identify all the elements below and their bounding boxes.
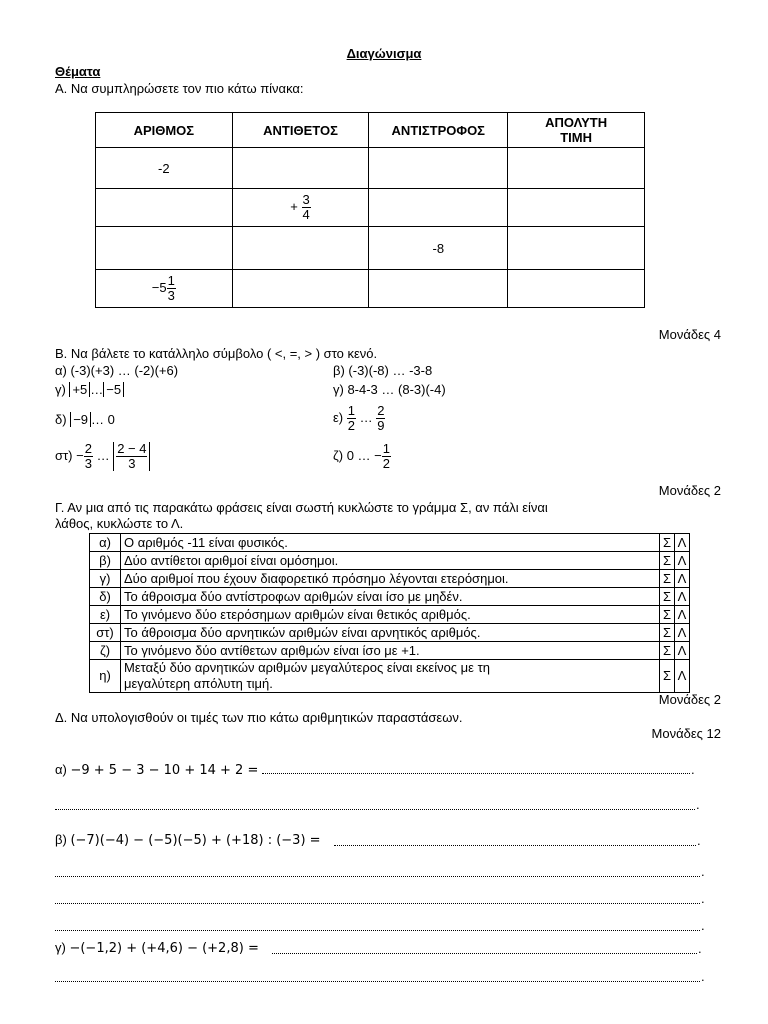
part-a-instruction: Α. Να συμπληρώσετε τον πιο κάτω πίνακα:	[55, 81, 304, 96]
header-reciprocal: ΑΝΤΙΣΤΡΟΦΟΣ	[369, 113, 508, 148]
true-option[interactable]: Σ	[660, 534, 675, 552]
part-c-table	[89, 533, 690, 693]
part-b-item-z: ζ) 0 … − $\frac{1}{2}$	[333, 441, 390, 471]
false-option[interactable]: Λ	[675, 552, 690, 570]
false-option[interactable]: Λ	[675, 606, 690, 624]
statement: Ο αριθμός -11 είναι φυσικός.	[121, 534, 660, 552]
false-option[interactable]: Λ	[675, 588, 690, 606]
false-option[interactable]: Λ	[675, 534, 690, 552]
header-absolute: ΑΠΟΛΥΤΗ ΤΙΜΗ	[508, 113, 645, 148]
answer-line-b4[interactable]	[55, 929, 700, 931]
part-d-item-c: γ) −(−1,2) + (+4,6) − (+2,8) =	[55, 940, 259, 956]
true-option[interactable]: Σ	[660, 624, 675, 642]
false-option[interactable]: Λ	[675, 570, 690, 588]
part-b-item-b: β) (-3)(-8) … -3-8	[333, 363, 433, 378]
part-b-item-st: στ) − $\frac{2}{3}$ … $\frac{2 - 4}{3}$	[55, 442, 150, 471]
cell-opposite-3[interactable]	[232, 227, 369, 270]
statement: Δύο αριθμοί που έχουν διαφορετικό πρόσημο λέγονται ετερόσημοι.	[121, 570, 660, 588]
answer-line-c2[interactable]	[55, 980, 700, 982]
part-c-points: Μονάδες 2	[658, 692, 721, 707]
cell-number-3[interactable]	[96, 227, 233, 270]
part-d-item-a: α) −9 + 5 − 3 − 10 + 14 + 2 =	[55, 762, 259, 778]
false-option[interactable]: Λ	[675, 624, 690, 642]
cell-number-2[interactable]	[96, 189, 233, 227]
cell-absolute-4[interactable]	[508, 270, 645, 308]
cell-reciprocal-4[interactable]	[369, 270, 508, 308]
answer-line-c[interactable]	[272, 953, 697, 954]
statement: Δύο αντίθετοι αριθμοί είναι ομόσημοι.	[121, 552, 660, 570]
statement: Το άθροισμα δύο αντίστροφων αριθμών είναι ίσο με μηδέν.	[121, 588, 660, 606]
part-b-instruction: Β. Να βάλετε το κατάλληλο σύμβολο ( <, =, > ) στο κενό.	[55, 346, 378, 361]
true-option[interactable]: Σ	[660, 570, 675, 588]
part-d-instruction: Δ. Να υπολογισθούν οι τιμές των πιο κάτω αριθμητικών παραστάσεων.	[55, 710, 463, 725]
header-opposite: ΑΝΤΙΘΕΤΟΣ	[232, 113, 369, 148]
cell-number-1: -2	[96, 148, 233, 189]
part-c-instruction-2: λάθος, κυκλώστε το Λ.	[55, 516, 184, 531]
cell-opposite-2	[232, 189, 369, 227]
statement: Το γινόμενο δύο αντίθετων αριθμών είναι ίσο με +1.	[121, 642, 660, 660]
statement: Μεταξύ δύο αρνητικών αριθμών μεγαλύτερος είναι εκείνος με τη μεγαλύτερη απόλυτη τιμή.	[121, 660, 660, 693]
cell-reciprocal-2[interactable]	[369, 189, 508, 227]
table-row: δ) Το άθροισμα δύο αντίστροφων αριθμών είναι ίσο με μηδέν. Σ Λ	[90, 588, 690, 606]
table-row: β) Δύο αντίθετοι αριθμοί είναι ομόσημοι. Σ Λ	[90, 552, 690, 570]
statement: Το γινόμενο δύο ετερόσημων αριθμών είναι θετικός αριθμός.	[121, 606, 660, 624]
part-b-item-a: α) (-3)(+3) … (-2)(+6)	[55, 363, 179, 378]
cell-reciprocal-3: -8	[369, 227, 508, 270]
true-option[interactable]: Σ	[660, 642, 675, 660]
cell-absolute-1[interactable]	[508, 148, 645, 189]
table-row: ζ) Το γινόμενο δύο αντίθετων αριθμών είναι ίσο με +1. Σ Λ	[90, 642, 690, 660]
part-b-item-d: δ) −9 … 0	[55, 412, 115, 427]
cell-opposite-1[interactable]	[232, 148, 369, 189]
part-b-item-c2: γ) 8-4-3 … (8-3)(-4)	[333, 382, 446, 397]
fraction: $\frac{1}{3}$	[167, 273, 175, 303]
table-row: γ) Δύο αριθμοί που έχουν διαφορετικό πρόσημο λέγονται ετερόσημοι. Σ Λ	[90, 570, 690, 588]
answer-line-a[interactable]	[262, 773, 690, 774]
part-a-points: Μονάδες 4	[658, 327, 721, 342]
answer-line-b3[interactable]	[55, 902, 700, 904]
true-option[interactable]: Σ	[660, 660, 675, 693]
table-row: ε) Το γινόμενο δύο ετερόσημων αριθμών είναι θετικός αριθμός. Σ Λ	[90, 606, 690, 624]
statement: Το άθροισμα δύο αρνητικών αριθμών είναι αρνητικός αριθμός.	[121, 624, 660, 642]
page-title: Διαγώνισμα	[346, 46, 422, 61]
cell-opposite-4[interactable]	[232, 270, 369, 308]
table-row: στ) Το άθροισμα δύο αρνητικών αριθμών είναι αρνητικός αριθμός. Σ Λ	[90, 624, 690, 642]
cell-reciprocal-1[interactable]	[369, 148, 508, 189]
themata-heading: Θέματα	[55, 64, 101, 79]
false-option[interactable]: Λ	[675, 642, 690, 660]
part-c-instruction-1: Γ. Αν μια από τις παρακάτω φράσεις είναι σωστή κυκλώστε το γράμμα Σ, αν πάλι είναι	[55, 500, 548, 515]
true-option[interactable]: Σ	[660, 606, 675, 624]
true-option[interactable]: Σ	[660, 552, 675, 570]
cell-absolute-2[interactable]	[508, 189, 645, 227]
true-option[interactable]: Σ	[660, 588, 675, 606]
header-number: ΑΡΙΘΜΟΣ	[96, 113, 233, 148]
part-b-item-c: γ) +5 … −5	[55, 382, 124, 397]
cell-absolute-3[interactable]	[508, 227, 645, 270]
table-row: η) Μεταξύ δύο αρνητικών αριθμών μεγαλύτερος είναι εκείνος με τη μεγαλύτερη απόλυτη τιμή. Σ Λ	[90, 660, 690, 693]
table-row: α) Ο αριθμός -11 είναι φυσικός. Σ Λ	[90, 534, 690, 552]
part-d-points: Μονάδες 12	[651, 726, 721, 741]
answer-line-b2[interactable]	[55, 875, 700, 877]
part-b-points: Μονάδες 2	[658, 483, 721, 498]
sign: +	[290, 198, 298, 214]
cell-number-4: −5 $\frac{1}{3}$	[96, 270, 233, 308]
false-option[interactable]: Λ	[675, 660, 690, 693]
part-a-table	[95, 112, 645, 308]
part-d-item-b: β) (−7)(−4) − (−5)(−5) + (+18) : (−3) =	[55, 832, 321, 848]
fraction: $\frac{3}{4}$	[302, 192, 310, 222]
answer-line-a2[interactable]	[55, 808, 695, 810]
answer-line-b[interactable]	[334, 845, 696, 846]
part-b-item-e: ε) $\frac{1}{2}$ … $\frac{2}{9}$	[333, 403, 385, 433]
